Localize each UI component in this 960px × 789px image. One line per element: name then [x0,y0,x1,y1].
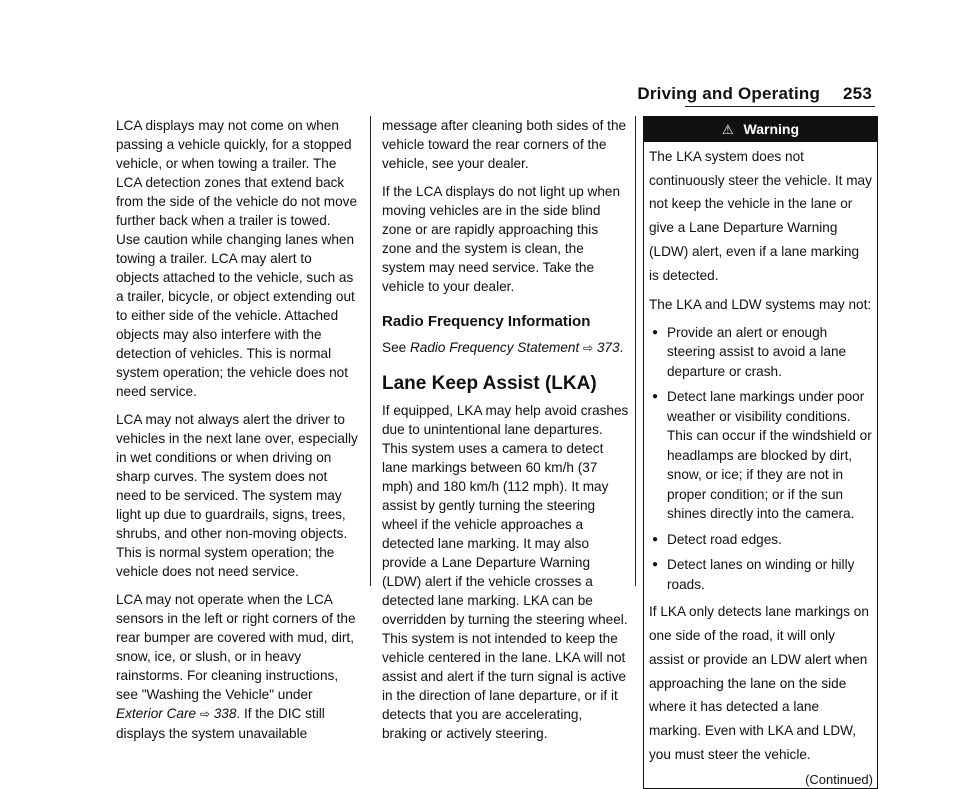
radio-frequency-heading: Radio Frequency Information [382,313,591,330]
bullet-icon: ● [652,391,659,403]
warning-paragraph-1: The LKA system does not continuously steer the vehicle. It may not keep the vehicle in the lane or give a Lane Departure Warning (LDW) alert, even if a lane marking is detected. [649,149,872,283]
column-1 [116,116,358,752]
column-2 [382,116,630,752]
paragraph-lca-service: If the LCA displays do not light up when moving vehicles are in the side blind zone or are rapidly approaching this zone and the system is clean, the system may need service. Take the vehicle to your dealer. [382,184,621,294]
page-header [637,84,872,104]
bullet-icon: ● [652,559,659,571]
section-title: Driving and Operating [637,84,821,103]
warning-header [644,117,877,142]
paragraph-after-cleaning: message after cleaning both sides of the vehicle toward the rear corners of the vehicle, see your dealer. [382,118,627,171]
continued-label: (Continued) [805,772,873,788]
warning-bullet-list [649,323,872,595]
radio-frequency-page-ref[interactable]: 373 [596,340,620,355]
bullet-icon: ● [652,326,659,338]
warning-title: Warning [743,121,800,137]
warning-box [643,116,878,789]
warning-triangle-icon: ⚠ [721,122,734,137]
radio-frequency-statement-link[interactable]: Radio Frequency Statement [409,340,580,355]
warning-bullet-item: ● Provide an alert or enough steering assist to avoid a lane departure or crash. [652,324,847,379]
paragraph-radio-frequency: See Radio Frequency Statement ⇨ 373. [382,340,624,355]
column-divider-2 [635,116,636,586]
bullet-icon: ● [652,533,659,545]
column-divider-1 [370,116,371,586]
page-number: 253 [843,84,872,103]
warning-bullet-item: ● Detect lane markings under poor weather or visibility conditions. This can occur if the windshield or headlamps are blocked by dirt, snow, or ice; if they are not in proper condition; or if the sun shines directly into the camera. [652,389,872,522]
page-ref-arrow-icon: ⇨ [583,341,594,355]
paragraph-lca-sensors: LCA may not operate when the LCA sensors in the left or right corners of the rear bumper are covered with mud, dirt, snow, ice, or slush, or in heavy rainstorms. For cleaning instructions, see "Washing the Vehicle" under Exterior Care ⇨ 338. If the DIC still displays the system unavailable [116,592,356,741]
paragraph-lca-alert: LCA may not always alert the driver to vehicles in the next lane over, especially in wet conditions or when driving on sharp curves. The system does not need to be serviced. The system may light up due to guardrails, signs, trees, shrubs, and other non-moving objects. This is normal system operation; the vehicle does not need service. [116,412,358,579]
exterior-care-link[interactable]: Exterior Care [116,706,197,721]
warning-paragraph-2: The LKA and LDW systems may not: [649,297,872,313]
lka-heading: Lane Keep Assist (LKA) [382,373,597,394]
page-ref-arrow-icon: ⇨ [199,707,210,721]
warning-bullet-item: ● Detect road edges. [649,530,872,550]
warning-paragraph-3: If LKA only detects lane markings on one side of the road, it will only assist or provide an LDW alert when approaching the lane on the side where it has detected a lane marking. Even with LKA and LDW, you must steer the vehicle. [649,604,869,762]
warning-body [644,142,877,766]
header-rule [685,106,875,107]
warning-bullet-item: ● Detect lanes on winding or hilly roads. [652,557,855,592]
paragraph-lca-displays: LCA displays may not come on when passing a vehicle quickly, for a stopped vehicle, or when towing a trailer. The LCA detection zones that extend back from the side of the vehicle do not move further back when a trailer is towed. Use caution while changing lanes when towing a trailer. LCA may alert to objects attached to the vehicle, such as a trailer, bicycle, or object extending out to either side of the vehicle. Attached objects may also interfere with the detection of vehicles. This is normal system operation; the vehicle does not need service. [116,118,358,399]
exterior-care-page-ref[interactable]: 338 [213,706,237,721]
paragraph-lka-description: If equipped, LKA may help avoid crashes due to unintentional lane departures. This system uses a camera to detect lane markings between 60 km/h (37 mph) and 180 km/h (112 mph). It may assist by gently turning the steering wheel if the vehicle approaches a detected lane marking. It may also provide a Lane Departure Warning (LDW) alert if the vehicle crosses a detected lane marking. LKA can be overridden by turning the steering wheel. This system is not intended to keep the vehicle centered in the lane. LKA will not assist and alert if the turn signal is active in the direction of lane departure, or if it detects that you are accelerating, braking or actively steering. [382,403,629,741]
